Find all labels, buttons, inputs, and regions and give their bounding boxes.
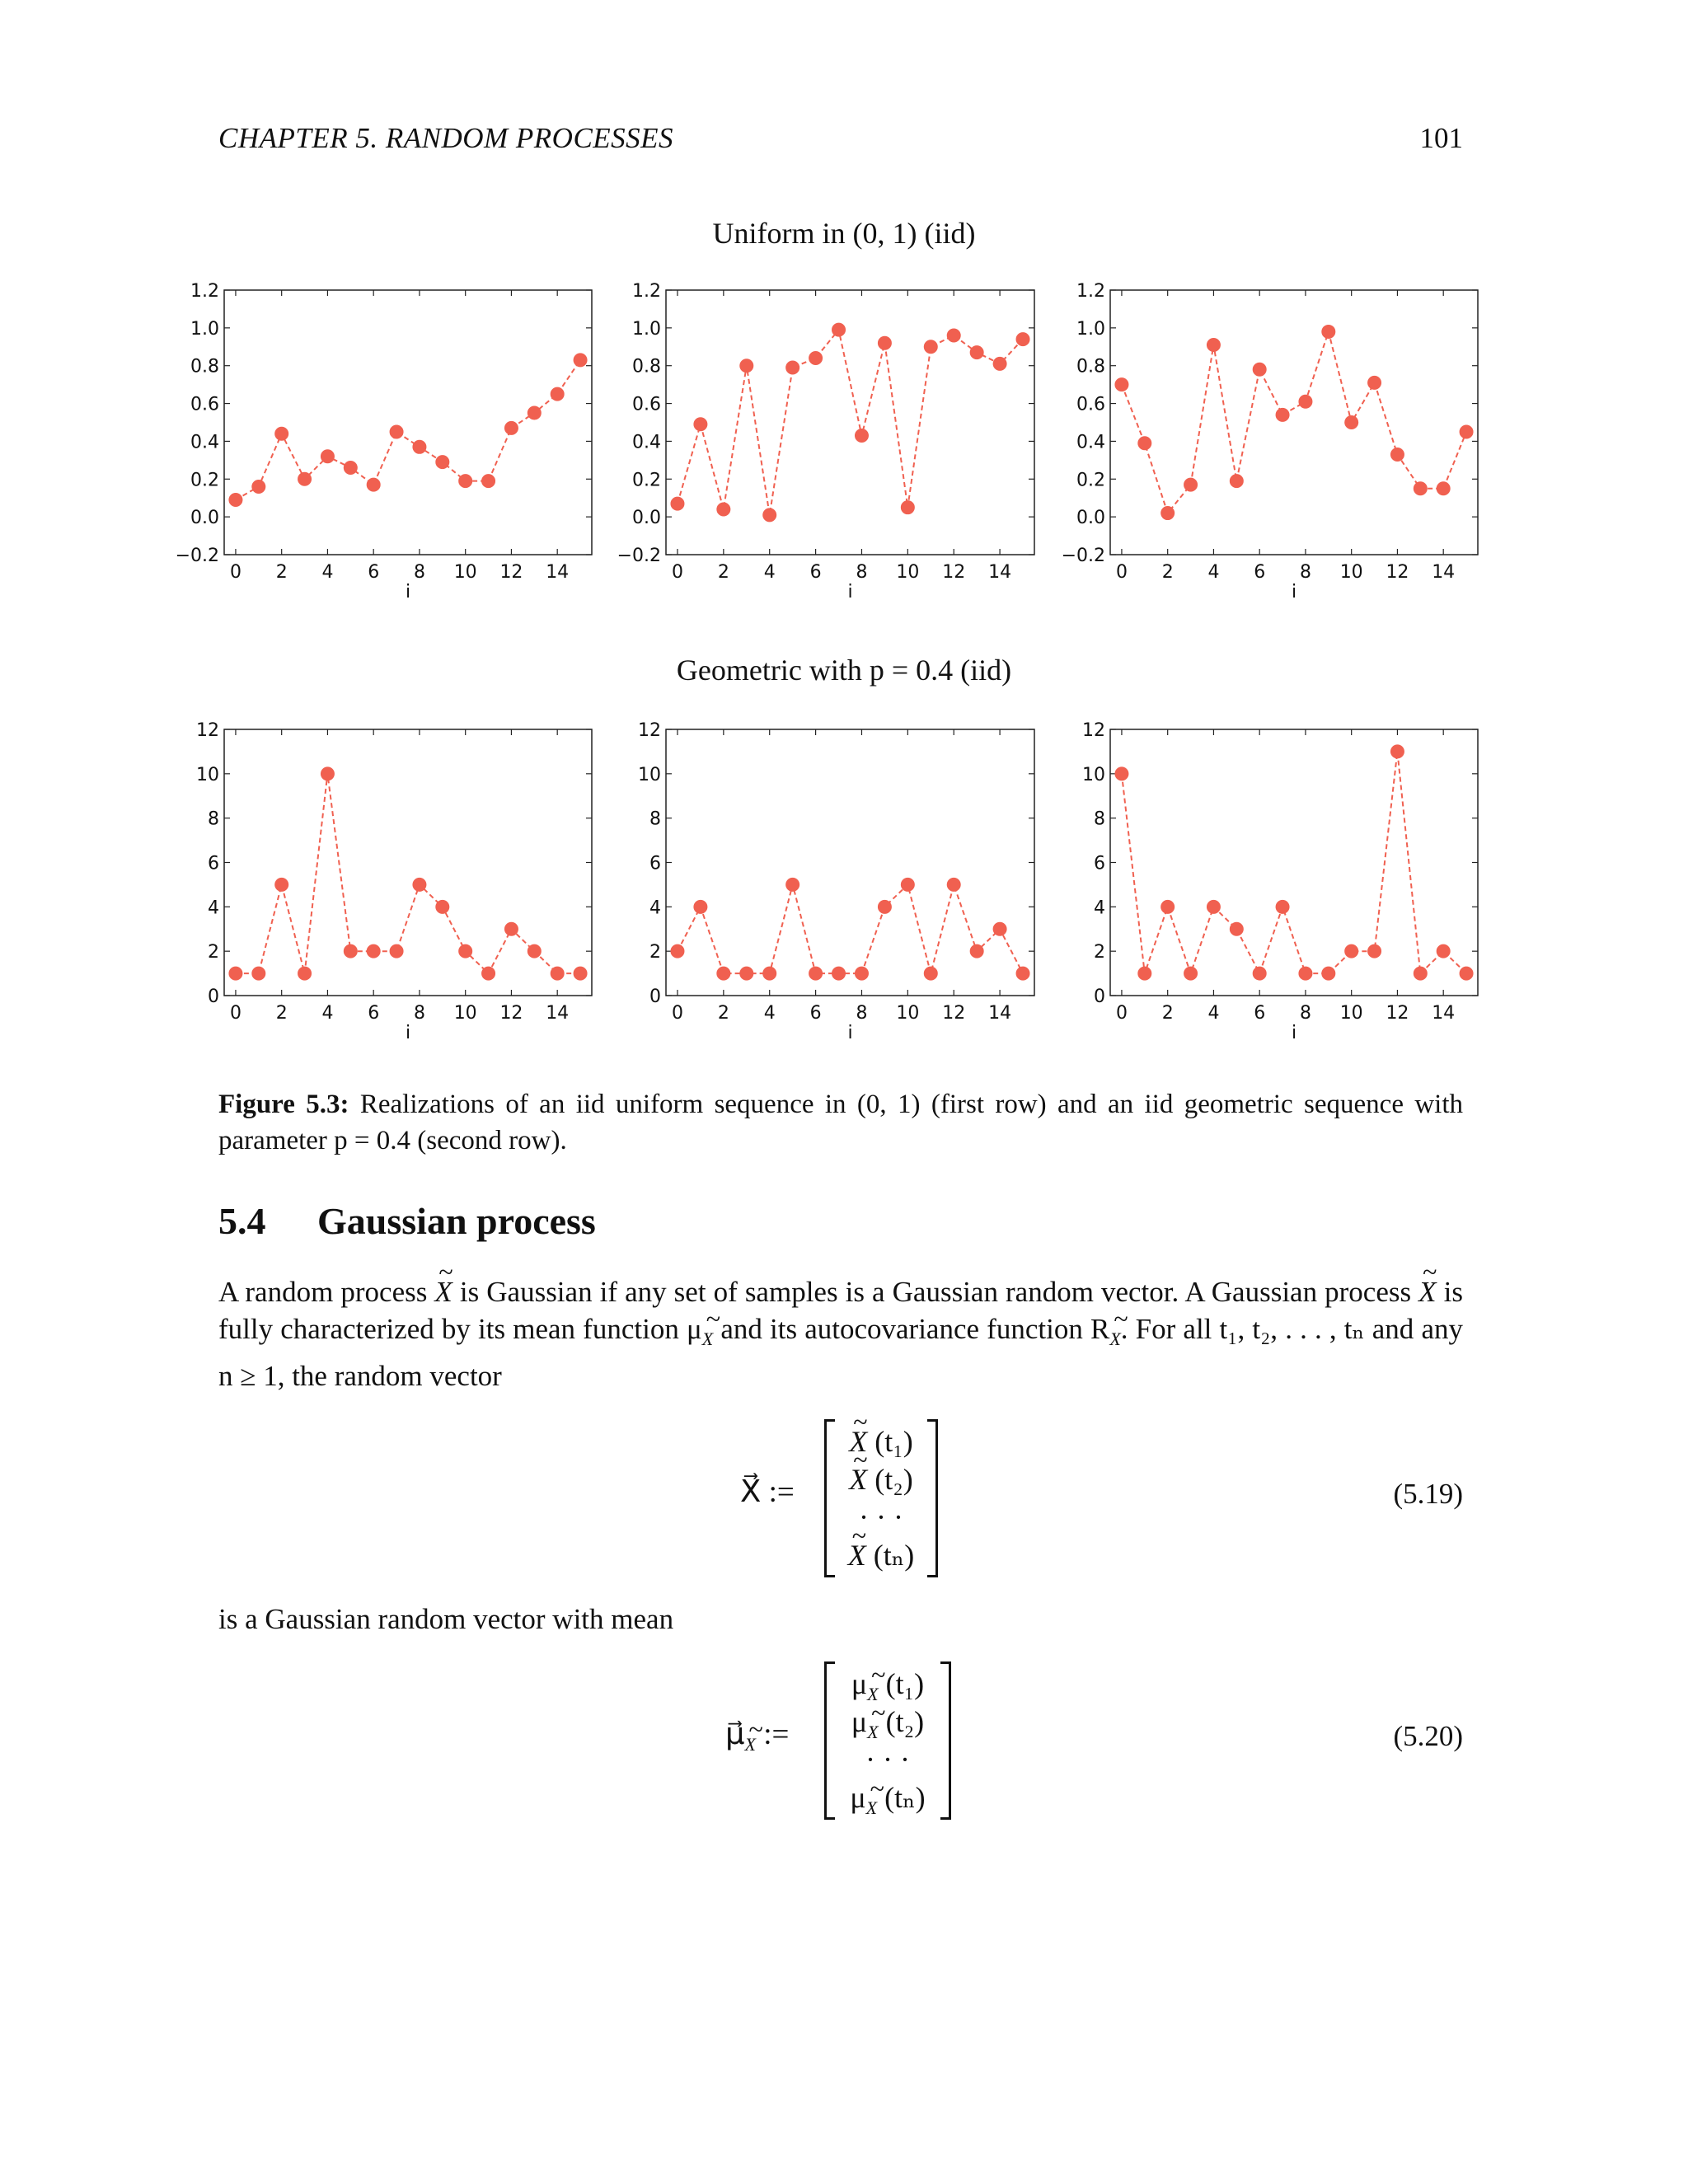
y-tick-label: 0 bbox=[208, 987, 219, 1007]
y-tick-label: 0.4 bbox=[1076, 432, 1105, 453]
data-point bbox=[436, 900, 449, 913]
eq2-matrix bbox=[824, 1661, 951, 1820]
para1-text-d: and its autocovariance function R bbox=[713, 1313, 1110, 1345]
caption-label: Figure 5.3: bbox=[218, 1090, 349, 1119]
y-tick-label: 6 bbox=[1094, 853, 1105, 874]
data-point bbox=[528, 406, 541, 419]
data-point bbox=[321, 767, 334, 780]
data-point bbox=[947, 878, 960, 891]
x-tick-label: 2 bbox=[1161, 1003, 1174, 1024]
data-point bbox=[275, 427, 288, 440]
y-tick-label: 0.8 bbox=[1076, 356, 1105, 377]
data-point bbox=[970, 346, 983, 359]
y-tick-label: 0.2 bbox=[190, 470, 219, 491]
data-point bbox=[459, 475, 472, 488]
data-point bbox=[1368, 376, 1381, 389]
eq1-matrix bbox=[824, 1419, 938, 1577]
y-tick-label: 0.2 bbox=[1076, 470, 1105, 491]
data-point bbox=[321, 450, 334, 463]
x-tick-label: 4 bbox=[763, 562, 776, 583]
x-axis-label: i bbox=[1291, 582, 1297, 602]
x-tick-label: 0 bbox=[1115, 1003, 1128, 1024]
x-tick-label: 6 bbox=[368, 1003, 380, 1024]
eq1-row-arg: (tₙ) bbox=[873, 1539, 915, 1572]
y-tick-label: 0.6 bbox=[632, 394, 661, 415]
y-tick-label: 12 bbox=[638, 720, 661, 741]
data-point bbox=[1414, 482, 1427, 495]
figure-row1-title: Uniform in (0, 1) (iid) bbox=[712, 217, 976, 250]
data-point bbox=[901, 501, 914, 514]
eq1-row-arg: (t₁) bbox=[874, 1425, 913, 1458]
y-tick-label: 1.0 bbox=[190, 318, 219, 340]
data-point bbox=[809, 352, 823, 365]
series-line bbox=[678, 884, 1023, 973]
var-x-tilde: ~ X bbox=[849, 1422, 867, 1460]
data-point bbox=[1276, 408, 1289, 421]
y-tick-label: 12 bbox=[196, 720, 219, 741]
x-tick-label: 14 bbox=[1432, 1003, 1456, 1024]
data-point bbox=[344, 944, 357, 958]
data-point bbox=[855, 429, 868, 443]
x-tick-label: 10 bbox=[896, 1003, 920, 1024]
eq2-number: (5.20) bbox=[1393, 1720, 1463, 1752]
data-point bbox=[1207, 338, 1220, 351]
section-heading bbox=[218, 1199, 596, 1243]
figure-caption bbox=[218, 1086, 1463, 1159]
y-tick-label: 10 bbox=[1082, 764, 1105, 785]
data-point bbox=[1368, 944, 1381, 958]
y-tick-label: 4 bbox=[649, 898, 661, 919]
data-point bbox=[1230, 922, 1243, 935]
y-tick-label: 6 bbox=[208, 853, 219, 874]
data-point bbox=[855, 967, 868, 980]
data-point bbox=[1016, 333, 1029, 346]
data-point bbox=[298, 967, 312, 980]
y-tick-label: 6 bbox=[649, 853, 661, 874]
eq2-row-arg: (tₙ) bbox=[884, 1781, 926, 1814]
data-point bbox=[367, 944, 380, 958]
data-point bbox=[694, 418, 707, 431]
x-axis-label: i bbox=[405, 582, 411, 602]
data-point bbox=[482, 475, 495, 488]
x-tick-label: 10 bbox=[1339, 562, 1363, 583]
x-tick-label: 8 bbox=[413, 1003, 425, 1024]
data-point bbox=[367, 478, 380, 491]
x-tick-label: 12 bbox=[942, 562, 966, 583]
x-tick-label: 14 bbox=[988, 1003, 1012, 1024]
var-x-tilde: ~ X bbox=[434, 1273, 452, 1310]
y-tick-label: 2 bbox=[208, 942, 219, 963]
x-tick-label: 12 bbox=[1386, 1003, 1409, 1024]
x-tick-label: 0 bbox=[229, 1003, 241, 1024]
data-point bbox=[1115, 767, 1128, 780]
data-point bbox=[482, 967, 495, 980]
data-point bbox=[275, 878, 288, 891]
data-point bbox=[878, 336, 891, 349]
y-tick-label: 10 bbox=[638, 764, 661, 785]
eq2-lhs-mu: μ⃗ bbox=[725, 1718, 745, 1751]
data-point bbox=[504, 922, 518, 935]
y-tick-label: 0.8 bbox=[190, 356, 219, 377]
x-tick-label: 0 bbox=[1115, 562, 1128, 583]
para1-text-b: is Gaussian if any set of samples is a Gaussian random vector. A Gaussian process bbox=[452, 1276, 1419, 1308]
section-title: Gaussian process bbox=[317, 1200, 596, 1242]
data-point bbox=[1299, 967, 1312, 980]
eq1-row bbox=[837, 1460, 926, 1498]
x-tick-label: 14 bbox=[1432, 562, 1456, 583]
data-point bbox=[252, 967, 265, 980]
data-point bbox=[528, 944, 541, 958]
data-point bbox=[717, 967, 730, 980]
data-point bbox=[717, 503, 730, 516]
var-x-tilde-sub: ~ $_X$ bbox=[702, 1320, 713, 1357]
data-point bbox=[1299, 395, 1312, 408]
data-point bbox=[694, 900, 707, 913]
eq2-row-arg: (t₁) bbox=[885, 1667, 925, 1700]
eq2-row-arg: (t₂) bbox=[885, 1705, 925, 1738]
data-point bbox=[786, 878, 799, 891]
data-point bbox=[1390, 745, 1404, 758]
var-x-tilde: ~ X bbox=[848, 1536, 866, 1574]
data-point bbox=[993, 357, 1006, 370]
x-axis-label: i bbox=[405, 1023, 411, 1043]
x-tick-label: 4 bbox=[1207, 562, 1220, 583]
eq1-row bbox=[837, 1422, 926, 1460]
x-tick-label: 2 bbox=[1161, 562, 1174, 583]
var-x-tilde-sub: ~ $_X$ bbox=[867, 1675, 878, 1713]
x-tick-label: 0 bbox=[671, 1003, 683, 1024]
x-tick-label: 8 bbox=[413, 562, 425, 583]
data-point bbox=[1322, 325, 1335, 338]
data-point bbox=[413, 878, 426, 891]
data-point bbox=[740, 967, 753, 980]
para1-text-e: . For all t₁, t₂, . . . , tₙ and any n ≥ 1, the random vector bbox=[218, 1313, 1463, 1392]
data-point bbox=[993, 922, 1006, 935]
x-tick-label: 10 bbox=[1339, 1003, 1363, 1024]
body-paragraph-1 bbox=[218, 1273, 1463, 1394]
eq2-lhs-tail: := bbox=[756, 1718, 790, 1751]
data-point bbox=[1161, 900, 1175, 913]
x-tick-label: 6 bbox=[1254, 1003, 1266, 1024]
data-point bbox=[574, 967, 587, 980]
x-tick-label: 6 bbox=[809, 562, 822, 583]
para1-text-a: A random process bbox=[218, 1276, 435, 1308]
data-point bbox=[1345, 416, 1358, 429]
para1-text-c: is fully characterized by its mean function μ bbox=[218, 1276, 1463, 1345]
y-tick-label: 8 bbox=[208, 808, 219, 830]
data-point bbox=[1437, 944, 1450, 958]
data-point bbox=[1414, 967, 1427, 980]
data-point bbox=[436, 456, 449, 469]
data-point bbox=[1460, 967, 1473, 980]
data-point bbox=[1207, 900, 1220, 913]
data-point bbox=[924, 340, 937, 354]
var-x-tilde-sub: ~ $_X$ bbox=[866, 1789, 877, 1827]
x-tick-label: 2 bbox=[717, 562, 729, 583]
figure-row2-title: Geometric with p = 0.4 (iid) bbox=[676, 654, 1012, 687]
x-tick-label: 8 bbox=[1299, 1003, 1311, 1024]
data-point bbox=[504, 421, 518, 434]
data-point bbox=[252, 480, 265, 493]
y-tick-label: 1.0 bbox=[1076, 318, 1105, 340]
x-tick-label: 0 bbox=[229, 562, 241, 583]
figure-5-3-plots bbox=[0, 0, 1688, 1071]
chapter-title: CHAPTER 5. RANDOM PROCESSES bbox=[218, 122, 674, 154]
data-point bbox=[970, 944, 983, 958]
data-point bbox=[413, 440, 426, 453]
data-point bbox=[763, 509, 776, 522]
var-x-tilde-sub: ~ $_X$ bbox=[867, 1713, 878, 1751]
y-tick-label: 12 bbox=[1082, 720, 1105, 741]
series-line bbox=[1122, 752, 1466, 973]
y-tick-label: 0.2 bbox=[632, 470, 661, 491]
y-tick-label: 0 bbox=[1094, 987, 1105, 1007]
data-point bbox=[947, 329, 960, 342]
data-point bbox=[763, 967, 776, 980]
data-point bbox=[832, 967, 846, 980]
data-point bbox=[459, 944, 472, 958]
data-point bbox=[229, 494, 242, 507]
caption-text: Realizations of an iid uniform sequence in (0, 1) (first row) and an iid geometric sequence with parameter p = 0.4 (second row). bbox=[218, 1090, 1464, 1155]
data-point bbox=[1253, 363, 1266, 376]
data-point bbox=[574, 354, 587, 367]
data-point bbox=[1138, 437, 1151, 450]
x-tick-label: 4 bbox=[321, 562, 334, 583]
data-point bbox=[1276, 900, 1289, 913]
data-point bbox=[671, 944, 684, 958]
y-tick-label: 1.2 bbox=[1076, 281, 1105, 302]
body-paragraph-2: is a Gaussian random vector with mean bbox=[218, 1603, 674, 1635]
x-tick-label: 2 bbox=[717, 1003, 729, 1024]
data-point bbox=[1230, 475, 1243, 488]
x-tick-label: 14 bbox=[546, 1003, 570, 1024]
x-tick-label: 12 bbox=[499, 1003, 523, 1024]
data-point bbox=[1460, 425, 1473, 438]
x-tick-label: 0 bbox=[671, 562, 683, 583]
x-tick-label: 12 bbox=[499, 562, 523, 583]
y-tick-label: 0.6 bbox=[190, 394, 219, 415]
x-tick-label: 6 bbox=[1254, 562, 1266, 583]
y-tick-label: 2 bbox=[1094, 942, 1105, 963]
y-tick-label: 1.2 bbox=[190, 281, 219, 302]
data-point bbox=[1115, 378, 1128, 391]
page-number: 101 bbox=[1419, 122, 1463, 154]
data-point bbox=[1138, 967, 1151, 980]
var-x-tilde: ~ X bbox=[849, 1460, 867, 1498]
x-axis-label: i bbox=[1291, 1023, 1297, 1043]
x-tick-label: 6 bbox=[368, 562, 380, 583]
y-tick-label: 8 bbox=[649, 808, 661, 830]
data-point bbox=[809, 967, 823, 980]
data-point bbox=[551, 967, 564, 980]
eq2-lhs bbox=[725, 1716, 789, 1755]
eq2-row: μ~ $_X$ (t₂) bbox=[837, 1703, 939, 1741]
y-tick-label: 0.6 bbox=[1076, 394, 1105, 415]
y-tick-label: 0.0 bbox=[632, 508, 661, 529]
x-tick-label: 8 bbox=[1299, 562, 1311, 583]
data-point bbox=[740, 359, 753, 373]
plot-frame bbox=[224, 290, 592, 555]
y-tick-label: 0.8 bbox=[632, 356, 661, 377]
y-tick-label: −0.2 bbox=[617, 546, 661, 566]
data-point bbox=[901, 878, 914, 891]
y-tick-label: 0.0 bbox=[190, 508, 219, 529]
data-point bbox=[390, 425, 403, 438]
data-point bbox=[1184, 478, 1198, 491]
eq2-row: μ~ $_X$ (t₁) bbox=[837, 1665, 939, 1703]
x-tick-label: 4 bbox=[763, 1003, 776, 1024]
series-line bbox=[236, 774, 580, 973]
var-x-tilde-sub: ~ $_X$ bbox=[1109, 1320, 1120, 1357]
x-tick-label: 14 bbox=[546, 562, 570, 583]
eq1-lhs: X⃗ := bbox=[740, 1475, 795, 1509]
y-tick-label: 4 bbox=[1094, 898, 1105, 919]
data-point bbox=[390, 944, 403, 958]
x-tick-label: 14 bbox=[988, 562, 1012, 583]
x-tick-label: 10 bbox=[453, 1003, 477, 1024]
section-number: 5.4 bbox=[218, 1200, 266, 1242]
x-axis-label: i bbox=[847, 582, 853, 602]
data-point bbox=[344, 462, 357, 475]
data-point bbox=[924, 967, 937, 980]
eq2-row: μ~ $_X$ (tₙ) bbox=[837, 1779, 939, 1816]
eq2-row: · · · bbox=[865, 1743, 910, 1776]
x-axis-label: i bbox=[847, 1023, 853, 1043]
x-tick-label: 12 bbox=[942, 1003, 966, 1024]
y-tick-label: 0.0 bbox=[1076, 508, 1105, 529]
y-tick-label: −0.2 bbox=[175, 546, 219, 566]
y-tick-label: 1.2 bbox=[632, 281, 661, 302]
data-point bbox=[1345, 944, 1358, 958]
y-tick-label: 10 bbox=[196, 764, 219, 785]
x-tick-label: 2 bbox=[275, 1003, 288, 1024]
x-tick-label: 8 bbox=[856, 1003, 868, 1024]
y-tick-label: 2 bbox=[649, 942, 661, 963]
y-tick-label: 4 bbox=[208, 898, 219, 919]
data-point bbox=[551, 387, 564, 401]
eq1-row-arg: (t₂) bbox=[874, 1463, 913, 1496]
var-x-tilde-sub: ~ $_X$ bbox=[745, 1734, 756, 1755]
data-point bbox=[1016, 967, 1029, 980]
plot-frame bbox=[1110, 729, 1478, 996]
x-tick-label: 4 bbox=[321, 1003, 334, 1024]
data-point bbox=[1253, 967, 1266, 980]
data-point bbox=[298, 472, 312, 485]
x-tick-label: 10 bbox=[453, 562, 477, 583]
data-point bbox=[1390, 448, 1404, 461]
x-tick-label: 12 bbox=[1386, 562, 1409, 583]
data-point bbox=[1322, 967, 1335, 980]
data-point bbox=[1184, 967, 1198, 980]
data-point bbox=[1161, 507, 1175, 520]
x-tick-label: 10 bbox=[896, 562, 920, 583]
data-point bbox=[832, 323, 846, 336]
x-tick-label: 4 bbox=[1207, 1003, 1220, 1024]
y-tick-label: 0.4 bbox=[632, 432, 661, 453]
x-tick-label: 2 bbox=[275, 562, 288, 583]
x-tick-label: 8 bbox=[856, 562, 868, 583]
eq1-row: · · · bbox=[859, 1501, 903, 1534]
y-tick-label: 8 bbox=[1094, 808, 1105, 830]
data-point bbox=[671, 497, 684, 510]
y-tick-label: 0.4 bbox=[190, 432, 219, 453]
data-point bbox=[1437, 482, 1450, 495]
data-point bbox=[786, 361, 799, 374]
data-point bbox=[229, 967, 242, 980]
y-tick-label: 1.0 bbox=[632, 318, 661, 340]
eq1-number: (5.19) bbox=[1393, 1478, 1463, 1510]
y-tick-label: 0 bbox=[649, 987, 661, 1007]
var-x-tilde: ~ X bbox=[1418, 1273, 1436, 1310]
data-point bbox=[878, 900, 891, 913]
x-tick-label: 6 bbox=[809, 1003, 822, 1024]
y-tick-label: −0.2 bbox=[1061, 546, 1105, 566]
series-line bbox=[678, 330, 1023, 515]
eq1-row bbox=[837, 1536, 926, 1574]
